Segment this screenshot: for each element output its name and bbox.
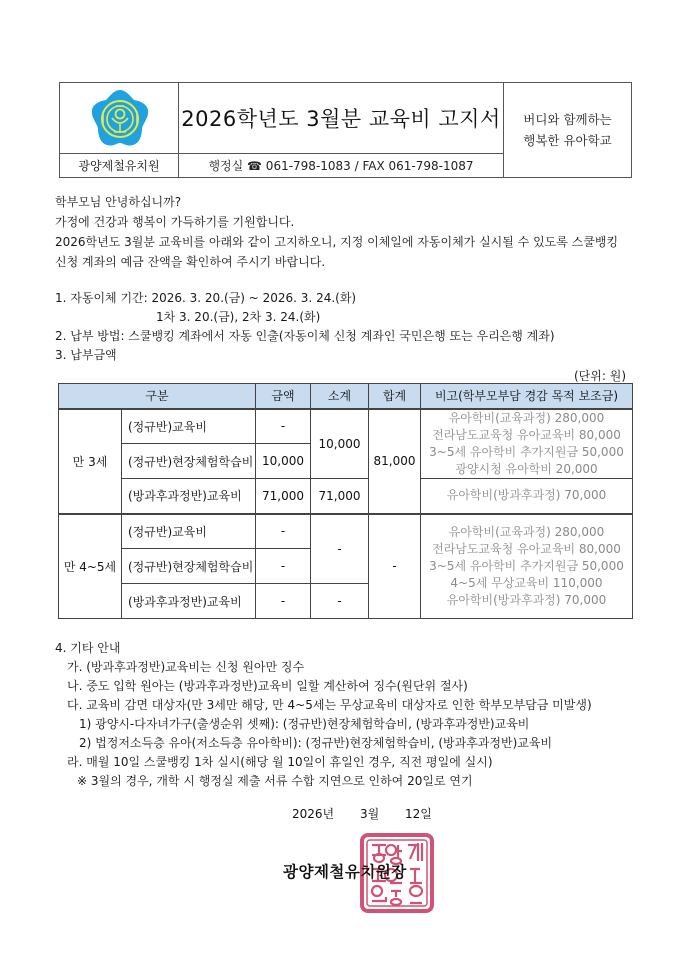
fee-table <box>58 383 633 619</box>
fee-item: (정규반)교육비 <box>122 409 256 444</box>
date-day: 12일 <box>405 807 432 821</box>
fee-amount: - <box>256 584 311 619</box>
remarks <box>421 514 633 619</box>
greeting-line: 가정에 건강과 행복이 가득하기를 기원합니다. <box>55 215 295 229</box>
age-group-label: 만 3세 <box>59 409 122 514</box>
remark-line: 3~5세 유아학비 추가지원금 50,000 <box>429 444 624 459</box>
fee-item: (방과후과정반)교육비 <box>122 479 256 514</box>
date-month: 3월 <box>359 807 380 821</box>
fee-item: (정규반)교육비 <box>122 514 256 549</box>
other-info-item: 라. 매월 10일 스쿨뱅킹 1차 실시(해당 월 10일이 휴일인 경우, 직전 평일에 실시) <box>67 755 493 769</box>
table-header-row <box>59 384 633 409</box>
col-header-subtotal: 소계 <box>311 384 369 409</box>
remark-line: 유아학비(교육과정) 280,000 <box>448 524 605 539</box>
slogan-line-2: 행복한 유아학교 <box>523 133 612 148</box>
table-row <box>59 514 633 549</box>
remark-line: 광양시청 유아학비 20,000 <box>455 461 598 476</box>
col-header-amount: 금액 <box>256 384 311 409</box>
school-name: 광양제철유치원 <box>60 153 179 177</box>
other-info-item: 다. 교육비 감면 대상자(만 3세만 해당, 만 4~5세는 무상교육비 대상자로 인한 학부모부담금 미발생) <box>67 698 592 712</box>
greeting-line: 2026학년도 3월분 교육비를 아래와 같이 고지하오니, 지정 이체일에 자동이체가 실시될 수 있도록 스쿨뱅킹 <box>55 235 619 249</box>
payment-method: 2. 납부 방법: 스쿨뱅킹 계좌에서 자동 인출(자동이체 신청 계좌인 국민은행 또는 우리은행 계좌) <box>55 329 555 343</box>
other-info-subitem: 2) 법정저소득층 유아(저소득층 유아학비): (정규반)현장체험학습비, (방과후과정반)교육비 <box>79 736 553 750</box>
total: 81,000 <box>369 409 421 514</box>
remark-line: 4~5세 무상교육비 110,000 <box>450 575 603 590</box>
date-year: 2026년 <box>292 807 335 821</box>
remarks: 유아학비(방과후과정) 70,000 <box>421 479 633 514</box>
other-info-item: 가. (방과후과정반)교육비는 신청 원아만 징수 <box>67 660 305 674</box>
table-row <box>59 409 633 444</box>
col-header-total: 합계 <box>369 384 421 409</box>
notice-header <box>59 82 632 178</box>
other-info-note: ※ 3월의 경우, 개학 시 행정실 제출 서류 수합 지연으로 인하여 20일로 연기 <box>77 774 473 788</box>
fee-amount: 10,000 <box>256 444 311 479</box>
fee-item: (방과후과정반)교육비 <box>122 584 256 619</box>
remark-line: 유아학비(교육과정) 280,000 <box>448 410 605 425</box>
fee-item: (정규반)현장체험학습비 <box>122 549 256 584</box>
fee-amount: - <box>256 514 311 549</box>
school-emblem-icon <box>90 88 150 148</box>
remarks <box>421 409 633 479</box>
subtotal: 71,000 <box>311 479 369 514</box>
subtotal: 10,000 <box>311 409 369 479</box>
fee-amount: - <box>256 549 311 584</box>
fee-item: (정규반)현장체험학습비 <box>122 444 256 479</box>
page-title: 2026학년도 3월분 교육비 고지서 <box>179 83 504 153</box>
auto-transfer-period: 1. 자동이체 기간: 2026. 3. 20.(금) ~ 2026. 3. 24.(화) <box>55 291 357 305</box>
fee-amount: - <box>256 409 311 444</box>
remark-line: 3~5세 유아학비 추가지원금 50,000 <box>429 558 624 573</box>
payment-amount-heading: 3. 납부금액 <box>55 348 117 362</box>
issue-date <box>292 805 454 822</box>
other-info-item: 나. 중도 입학 원아는 (방과후과정반)교육비 일할 계산하여 징수(원단위 절사) <box>67 679 468 693</box>
greeting-line: 신청 계좌의 예금 잔액을 확인하여 주시기 바랍니다. <box>55 255 326 269</box>
slogan-line-1: 버디와 함께하는 <box>523 112 612 127</box>
auto-transfer-rounds: 1차 3. 20.(금), 2차 3. 24.(화) <box>156 310 321 324</box>
subtotal: - <box>311 584 369 619</box>
other-info-subitem: 1) 광양시-다자녀가구(출생순위 셋째): (정규반)현장체험학습비, (방과후과정반)교육비 <box>79 717 530 731</box>
total: - <box>369 514 421 619</box>
remark-line: 유아학비(방과후과정) 70,000 <box>446 592 607 607</box>
contact-info: 행정실 ☎ 061-798-1083 / FAX 061-798-1087 <box>179 153 504 177</box>
age-group-label: 만 4~5세 <box>59 514 122 619</box>
principal-signature: 광양제철유치원장 <box>283 863 407 881</box>
col-header-remarks: 비고(학부모부담 경감 목적 보조금) <box>421 384 633 409</box>
logo-cell <box>60 83 179 153</box>
table-row <box>59 479 633 514</box>
remark-line: 전라남도교육청 유아교육비 80,000 <box>432 427 621 442</box>
remark-line: 전라남도교육청 유아교육비 80,000 <box>432 541 621 556</box>
unit-label: (단위: 원) <box>574 369 626 383</box>
greeting-line: 학부모님 안녕하십니까? <box>55 195 182 209</box>
fee-amount: 71,000 <box>256 479 311 514</box>
col-header-category: 구분 <box>59 384 256 409</box>
other-info-heading: 4. 기타 안내 <box>55 641 121 655</box>
slogan <box>504 83 631 177</box>
subtotal: - <box>311 514 369 584</box>
